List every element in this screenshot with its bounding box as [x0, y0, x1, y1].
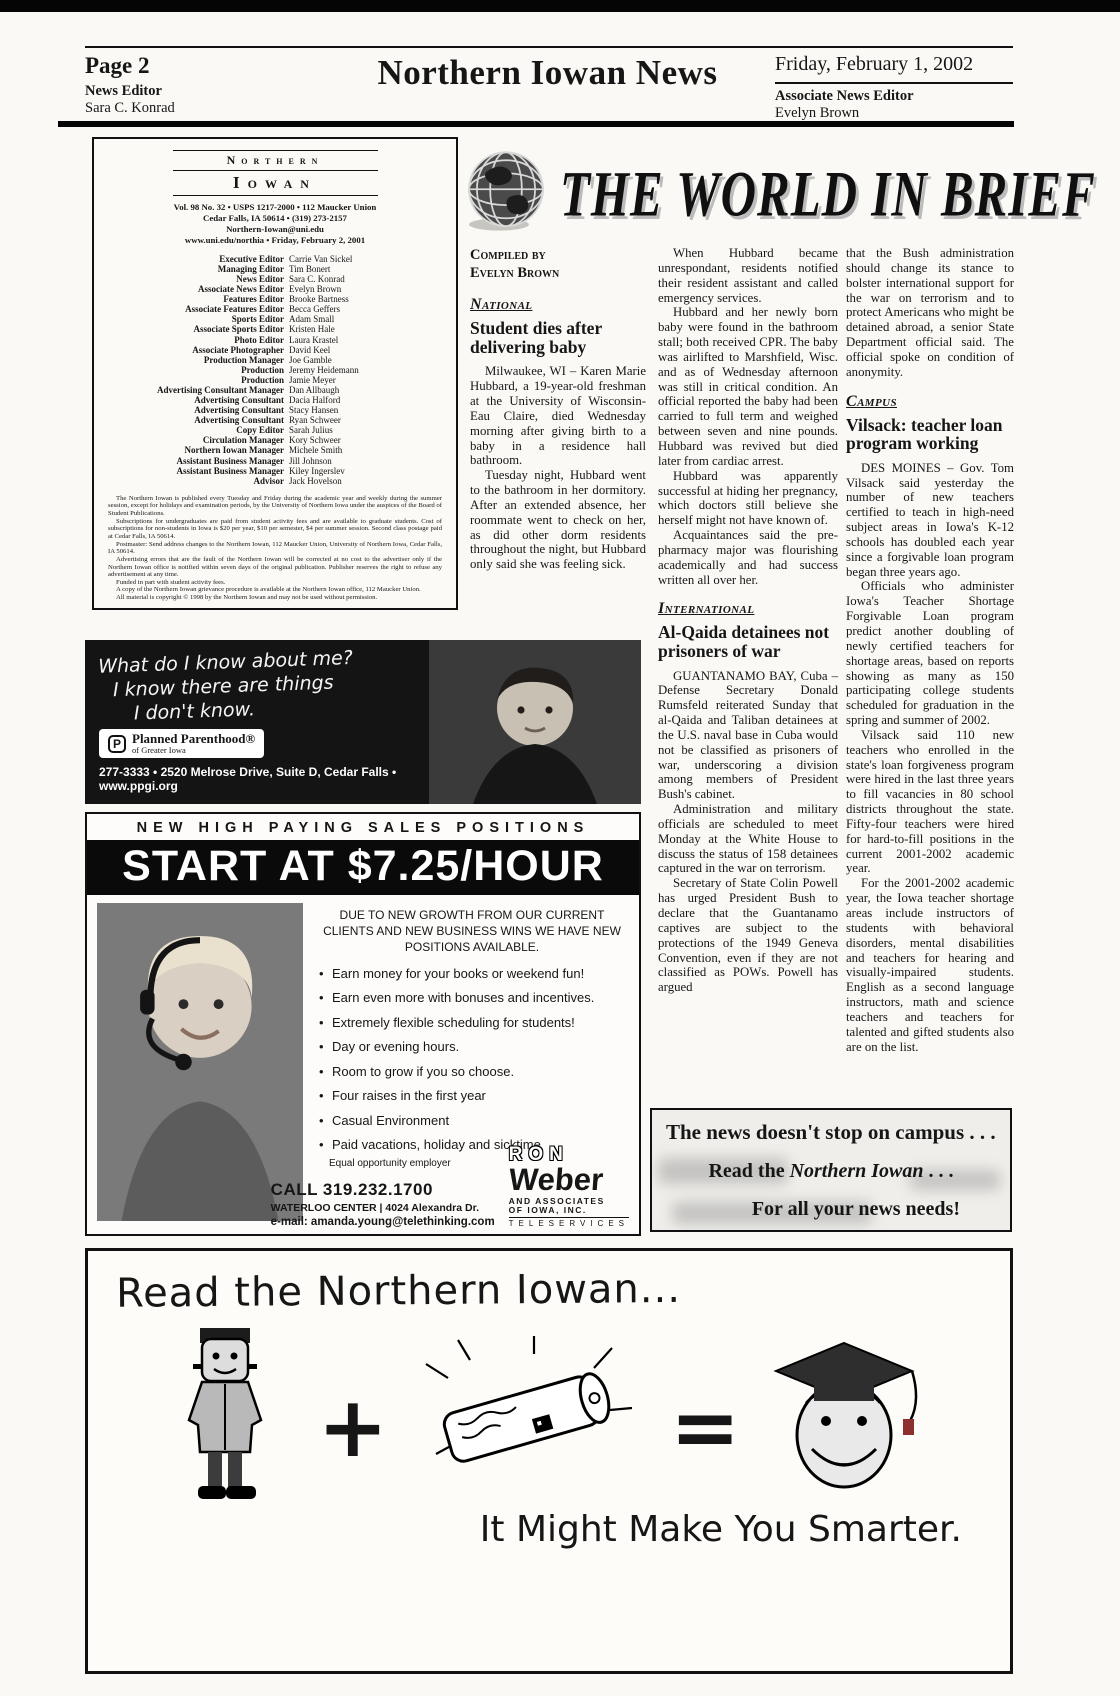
- sales-ad-banner: START AT $7.25/HOUR: [87, 840, 639, 895]
- brief-text-block: that the Bush administration should change its stance to bolster international support for the war on terrorism and to protect Americans who might be detained abroad, a senior State Department official said. The official spoke on condition of anonymity.: [846, 246, 1014, 379]
- planned-parenthood-photo: [429, 640, 641, 804]
- brief-blocks: [470, 296, 646, 572]
- plus-sign: +: [317, 1378, 388, 1476]
- staff-role: Production Manager: [203, 354, 284, 365]
- staff-role: Advertising Consultant: [194, 395, 284, 406]
- fine-print-paragraph: Postmaster: Send address changes to the Northern Iowan, 112 Maucker Union, University of Northern Iowa, Cedar Falls, IA 50614.: [108, 540, 442, 556]
- brief-text-block: When Hubbard became unrespondant, residents notified their resident assistant and called emergency services.: [658, 246, 838, 305]
- planned-parenthood-contact: 277-3333 • 2520 Melrose Drive, Suite D, Cedar Falls • www.ppgi.org: [99, 764, 397, 793]
- brief-text-block: Tuesday night, Hubbard went to the bathroom in her dormitory. After an extended absence, her roommate went to check on her, as did other dorm residents throughout the night, but Hubbard only said she was feeling sick.: [470, 468, 646, 572]
- logo-line-weber: Weber: [507, 1162, 605, 1197]
- page-header: [85, 46, 1013, 122]
- staff-name: Ryan Schweer: [289, 415, 341, 426]
- staff-name: Dan Allbaugh: [289, 384, 340, 395]
- staff-role: Associate Photographer: [192, 344, 284, 355]
- logo-line-teleservices: TELESERVICES: [508, 1219, 629, 1228]
- top-black-bar: [0, 0, 1120, 12]
- staff-row: [108, 355, 442, 365]
- logo-line-associates: AND ASSOCIATES: [508, 1196, 605, 1206]
- staff-role: Production: [241, 364, 284, 375]
- staff-role: Features Editor: [223, 294, 284, 305]
- bottom-ad-caption: It Might Make You Smarter.: [479, 1509, 962, 1550]
- staff-list: [108, 254, 442, 486]
- logo-line-iowa: OF IOWA, INC.: [508, 1204, 587, 1215]
- fine-print-paragraph: All material is copyright © 1998 by the Northern Iowan and may not be used without permission.: [116, 594, 378, 602]
- staff-name: Tim Bonert: [289, 264, 331, 275]
- staff-role: Photo Editor: [234, 334, 284, 345]
- handwritten-line: I don't know.: [133, 697, 256, 725]
- staff-name: Jamie Meyer: [289, 374, 336, 385]
- page-number: Page 2: [85, 53, 150, 78]
- brief-text-block: Hubbard was apparently successful at hiding her pregnancy, which doctors still believe she herself might not have known of.: [658, 468, 838, 528]
- staff-row: [108, 335, 442, 345]
- staff-row: [108, 345, 442, 355]
- staff-name: Jeremy Heidemann: [289, 364, 359, 375]
- staff-row: [108, 294, 442, 304]
- staff-row: [108, 365, 442, 375]
- staff-name: Kory Schweer: [289, 435, 341, 446]
- sales-bullet: • Extremely flexible scheduling for students!: [319, 1015, 629, 1030]
- staff-name: Evelyn Brown: [289, 284, 342, 295]
- frankenstein-cartoon: [172, 1320, 292, 1515]
- brief-blocks: [846, 246, 1014, 1054]
- staff-name: Jack Hovelson: [289, 475, 342, 486]
- fine-print-paragraph: A copy of the Northern Iowan grievance procedure is available at the Northern Iowan office, 112 Maucker Union.: [116, 586, 421, 594]
- staff-name: Brooke Bartness: [289, 294, 349, 305]
- brief-text-block: Student dies after delivering baby: [470, 318, 602, 357]
- staff-row: [108, 304, 442, 314]
- staff-role: Advertising Consultant: [194, 405, 284, 416]
- staff-role: Circulation Manager: [202, 435, 284, 446]
- brief-text-block: Vilsack said 110 new teachers who enrolled in the state's loan forgiveness program were hired in the last three years to fill vacancies in 80 school districts throughout the state. Fifty-four teachers were hired for hard-to-fill positions in the current 2001-2002 academic year.: [846, 727, 1014, 876]
- staff-row: [108, 385, 442, 395]
- staff-role: Advisor: [253, 475, 284, 486]
- brief-text-block: DES MOINES – Gov. Tom Vilsack said yesterday the number of new teachers certified to teach in high-need subject areas in Iowa's K-12 schools has doubled each year since a forgivable loan program began three years ago.: [846, 460, 1014, 579]
- ad-handwritten-text: [98, 644, 430, 727]
- associate-news-editor-name: Evelyn Brown: [775, 104, 860, 121]
- masthead-info-line: www.uni.edu/northia • Friday, February 2, 2001: [184, 234, 366, 245]
- masthead-box: [92, 137, 458, 610]
- org-subtitle: of Greater Iowa: [132, 745, 186, 756]
- logo-line-ron: RON: [508, 1144, 569, 1165]
- masthead-name-bottom: Iowan: [233, 173, 317, 192]
- staff-row: [108, 456, 442, 466]
- brief-column-3: [846, 246, 1014, 1054]
- staff-row: [108, 425, 442, 435]
- org-name: Planned Parenthood®: [132, 731, 256, 747]
- staff-role: Northern Iowan Manager: [184, 445, 284, 456]
- staff-row: [108, 476, 442, 486]
- planned-parenthood-p-icon: P: [108, 735, 126, 753]
- staff-role: Sports Editor: [231, 314, 284, 325]
- bottom-promo-ad: [85, 1248, 1013, 1674]
- sales-email: e-mail: amanda.young@telethinking.com: [270, 1216, 495, 1228]
- staff-name: Kristen Hale: [289, 324, 335, 335]
- brief-text-block: Administration and military officials are scheduled to meet Monday at the White House to discuss the status of 158 detainees captured in the war on terrorism.: [658, 802, 838, 876]
- brief-column-1: [470, 246, 646, 572]
- brief-text-block: Milwaukee, WI – Karen Marie Hubbard, a 19-year-old freshman at the University of Wisconsin-Eau Claire, died Wednesday morning after giving birth to a baby in a residence hall bathroom.: [470, 364, 646, 468]
- staff-row: [108, 415, 442, 425]
- header-thick-rule: [58, 121, 1014, 127]
- compiled-by-label: Compiled by: [470, 247, 546, 263]
- graduate-cartoon: [766, 1317, 926, 1517]
- brief-text-block: Campus: [846, 392, 897, 410]
- masthead-info-lines: [108, 202, 442, 246]
- brief-text-block: National: [470, 296, 533, 314]
- world-in-brief-title: THE WORLD IN BRIEF: [560, 156, 1096, 230]
- staff-row: [108, 466, 442, 476]
- masthead-info-line: Cedar Falls, IA 50614 • (319) 273-2157: [203, 212, 347, 223]
- staff-role: Managing Editor: [217, 264, 284, 275]
- equals-sign: =: [670, 1378, 741, 1476]
- staff-row: [108, 314, 442, 324]
- equal-opportunity-note: Equal opportunity employer: [329, 1157, 451, 1169]
- sales-bullet: • Room to grow if you so choose.: [319, 1064, 629, 1079]
- sales-bullet: • Day or evening hours.: [319, 1039, 629, 1054]
- brief-text-block: Hubbard and her newly born baby were found in the bathroom stall; both received CPR. The baby was airlifted to Marshfield, Wisc. and as of Wednesday afternoon was still in critical condition. An official reported the baby had been carried to full term and weighed between seven and nine pounds. Hubbard was revived but died later from cardiac arrest.: [658, 305, 838, 468]
- sales-bullet: • Four raises in the first year: [319, 1088, 629, 1103]
- promo-line-2-title: Northern Iowan: [789, 1160, 924, 1182]
- issue-date: Friday, February 1, 2002: [775, 53, 974, 75]
- staff-role: Assistant Business Manager: [176, 455, 284, 466]
- staff-name: Kiley Ingerslev: [289, 465, 345, 476]
- bottom-ad-title: Read the Northern Iowan...: [115, 1265, 682, 1317]
- newspaper-cartoon: [414, 1330, 644, 1505]
- staff-row: [108, 445, 442, 455]
- masthead-fine-print: [108, 495, 442, 602]
- promo-line-3: For all your news needs!: [751, 1198, 960, 1220]
- sales-bullet-list: [319, 966, 629, 1153]
- masthead-info-line: Vol. 98 No. 32 • USPS 1217-2000 • 112 Maucker Union: [173, 202, 377, 212]
- brief-column-2: [658, 246, 838, 995]
- masthead-info-line: Northern-Iowan@uni.edu: [226, 223, 324, 234]
- sales-positions-ad: [85, 812, 641, 1236]
- fine-print-paragraph: Subscriptions for undergraduates are paid from student activity fees and are available to graduate students. Cost of subscriptions for non-students in Iowa is $20 per year, $10 per semester, $4 per summer session. Second class postage paid at Cedar Falls, IA 50614.: [108, 517, 442, 540]
- planned-parenthood-ad: [85, 640, 641, 804]
- brief-text-block: Acquaintances said the pre-pharmacy major was flourishing academically and had success written all over her.: [658, 528, 838, 587]
- fine-print-paragraph: The Northern Iowan is published every Tuesday and Friday during the academic year and weekly during the summer session, except for holidays and examination periods, by the University of Northern Iowa under the auspices of the Board of Student Publications.: [108, 494, 442, 518]
- staff-role: Copy Editor: [236, 425, 284, 436]
- globe-icon: [462, 147, 550, 240]
- staff-row: [108, 274, 442, 284]
- sales-bullet: • Casual Environment: [319, 1113, 629, 1128]
- staff-role: News Editor: [236, 274, 284, 285]
- promo-line-2: [666, 1160, 996, 1183]
- header-right-divider: [775, 82, 1013, 84]
- news-promo-box: [650, 1108, 1012, 1232]
- news-editor-role: News Editor: [85, 83, 162, 99]
- sales-ad-intro: DUE TO NEW GROWTH FROM OUR CURRENT CLIENTS AND NEW BUSINESS WINS WE HAVE NEW POSITIONS AVAILABLE.: [323, 908, 621, 955]
- sales-bullet: • Paid vacations, holiday and sicktime: [319, 1137, 629, 1152]
- sales-phone: CALL 319.232.1700: [270, 1180, 433, 1199]
- sales-ad-header: NEW HIGH PAYING SALES POSITIONS: [136, 820, 590, 836]
- sales-bullet: • Earn even more with bonuses and incentives.: [319, 990, 629, 1005]
- staff-role: Executive Editor: [219, 253, 284, 264]
- associate-news-editor-role: Associate News Editor: [775, 88, 914, 104]
- brief-text-block: Al-Qaida detainees not prisoners of war: [658, 622, 830, 661]
- brief-blocks: [658, 246, 838, 995]
- staff-row: [108, 435, 442, 445]
- staff-name: Adam Small: [289, 314, 335, 325]
- staff-row: [108, 264, 442, 274]
- brief-text-block: Secretary of State Colin Powell has urged President Bush to declare that the Guantanamo captives are subject to the protections of the 1949 Geneva Convention, even if they are not classified as POWs. Powell has argued: [658, 876, 838, 995]
- brief-text-block: Officials who administer Iowa's Teacher Shortage Forgivable Loan program predict another doubling of newly certified teachers for shortage areas, based on reports showing as many as 150 participating college students scheduled for graduation in the spring and summer of 2002.: [846, 579, 1014, 728]
- planned-parenthood-logo: [99, 729, 264, 758]
- staff-name: Michele Smith: [289, 445, 343, 456]
- newspaper-title: Northern Iowan News: [377, 53, 718, 92]
- brief-text-block: For the 2001-2002 academic year, the Iowa teacher shortage areas include instructors of students with behavioral disorders, mental disabilities and teachers for hearing and visually-impaired students. English as a second language instructors, math and science teachers and teachers for talented and gifted students also are on the list.: [846, 876, 1014, 1054]
- fine-print-paragraph: Advertising errors that are the fault of the Northern Iowan will be corrected at no cost to the advertiser only if the Northern Iowan office is notified within seven days of the original publication. Publisher reserves the right to refuse any advertisement at any time.: [108, 555, 442, 579]
- sales-contact-block: [271, 1180, 495, 1228]
- sales-address: WATERLOO CENTER | 4024 Alexandra Dr.: [270, 1202, 479, 1214]
- staff-row: [108, 405, 442, 415]
- staff-role: Advertising Consultant: [194, 415, 284, 426]
- staff-role: Assistant Business Manager: [176, 465, 284, 476]
- staff-role: Associate News Editor: [198, 284, 284, 295]
- staff-name: Sara C. Konrad: [289, 274, 345, 285]
- staff-name: Laura Krastel: [289, 334, 339, 345]
- staff-name: Joe Gamble: [289, 354, 332, 365]
- compiled-by: [470, 246, 646, 282]
- divider: [173, 195, 378, 196]
- staff-name: Carrie Van Sickel: [289, 253, 353, 264]
- staff-role: Associate Features Editor: [185, 304, 284, 315]
- brief-text-block: Vilsack: teacher loan program working: [846, 414, 1003, 454]
- handwritten-line: I know there are things: [112, 671, 334, 702]
- divider: [173, 150, 378, 151]
- ron-weber-logo: [509, 1145, 629, 1228]
- news-editor-name: Sara C. Konrad: [85, 99, 175, 116]
- staff-name: Sarah Julius: [289, 425, 333, 436]
- staff-role: Advertising Consultant Manager: [156, 384, 284, 395]
- staff-role: Associate Sports Editor: [193, 324, 284, 335]
- promo-line-2-pre: Read the: [708, 1160, 790, 1182]
- staff-name: Stacy Hansen: [289, 405, 339, 416]
- staff-row: [108, 375, 442, 385]
- staff-name: Jill Johnson: [289, 455, 332, 466]
- staff-row: [108, 324, 442, 334]
- world-in-brief-header: [462, 146, 1096, 240]
- handwritten-line: What do I know about me?: [97, 646, 354, 678]
- fine-print-paragraph: Funded in part with student activity fees.: [116, 578, 226, 586]
- masthead-logo: [173, 150, 378, 196]
- promo-line-1: The news doesn't stop on campus . . .: [666, 1120, 996, 1144]
- staff-row: [108, 254, 442, 264]
- brief-text-block: International: [658, 600, 755, 618]
- masthead-name-top: Northern: [226, 153, 324, 167]
- staff-name: Dacia Halford: [289, 395, 341, 406]
- compiled-by-name: Evelyn Brown: [470, 265, 560, 282]
- promo-line-2-post: . . .: [923, 1160, 954, 1182]
- staff-name: Becca Geffers: [289, 304, 341, 315]
- divider: [173, 170, 378, 171]
- staff-role: Production: [241, 374, 284, 385]
- staff-row: [108, 284, 442, 294]
- brief-text-block: GUANTANAMO BAY, Cuba – Defense Secretary Donald Rumsfeld reiterated Sunday that al-Qaida and Taliban detainees at the U.S. naval base in Cuba would not be classified as prisoners of war, underscoring a division among members of President Bush's cabinet.: [658, 668, 838, 802]
- staff-name: David Keel: [289, 344, 331, 355]
- sales-bullet: • Earn money for your books or weekend fun!: [319, 966, 629, 981]
- staff-row: [108, 395, 442, 405]
